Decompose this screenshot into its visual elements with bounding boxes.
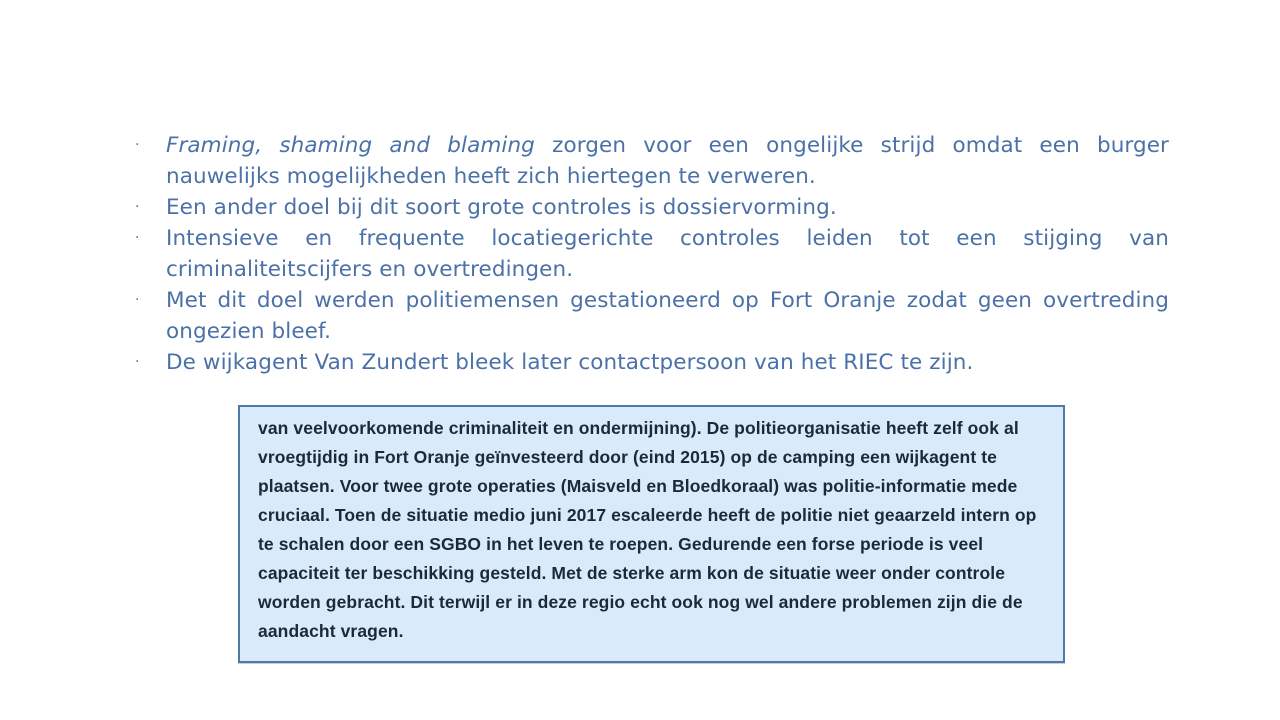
quote-box (238, 405, 1065, 663)
bullet-dot-icon: · (135, 137, 140, 153)
bullet-dot-icon: · (135, 354, 140, 370)
bullet-italic-lead: Framing, shaming and blaming (166, 133, 535, 158)
bullet-dot-icon: · (135, 199, 140, 215)
bullet-item (133, 223, 1169, 285)
bullet-rest: De wijkagent Van Zundert bleek later contactpersoon van het RIEC te zijn. (166, 350, 974, 375)
bullet-rest: Intensieve en frequente locatiegerichte controles leiden tot een stijging van criminaliteitscijfers en overtredingen. (166, 226, 1169, 282)
bullet-text (166, 347, 1169, 378)
bullet-text (166, 223, 1169, 285)
bullet-item (133, 285, 1169, 347)
bullet-rest: Een ander doel bij dit soort grote controles is dossiervorming. (166, 195, 837, 220)
bullet-rest: Met dit doel werden politiemensen gestationeerd op Fort Oranje zodat geen overtreding ongezien bleef. (166, 288, 1169, 344)
bullet-text (166, 130, 1169, 192)
bullet-rest: zorgen voor een ongelijke strijd omdat een burger nauwelijks mogelijkheden heeft zich hiertegen te verweren. (166, 133, 1169, 189)
bullet-dot-icon: · (135, 292, 140, 308)
bullet-item (133, 347, 1169, 378)
slide-bullet-list (133, 130, 1169, 378)
quote-box-text: van veelvoorkomende criminaliteit en ondermijning). De politieorganisatie heeft zelf ook al vroegtijdig in Fort Oranje geïnvesteerd door (eind 2015) op de camping een wijkagent te plaatsen. Voor twee grote operaties (Maisveld en Bloedkoraal) was politie-informatie mede cruciaal. Toen de situatie medio juni 2017 escaleerde heeft de politie niet geaarzeld intern op te schalen door een SGBO in het leven te roepen. Gedurende een forse periode is veel capaciteit ter beschikking gesteld. Met de sterke arm kon de situatie weer onder controle worden gebracht. Dit terwijl er in deze regio echt ook nog wel andere problemen zijn die de aandacht vragen. (258, 418, 1037, 641)
bullet-dot-icon: · (135, 230, 140, 246)
bullet-item (133, 130, 1169, 192)
bullet-text (166, 192, 1169, 223)
bullet-text (166, 285, 1169, 347)
bullet-item (133, 192, 1169, 223)
